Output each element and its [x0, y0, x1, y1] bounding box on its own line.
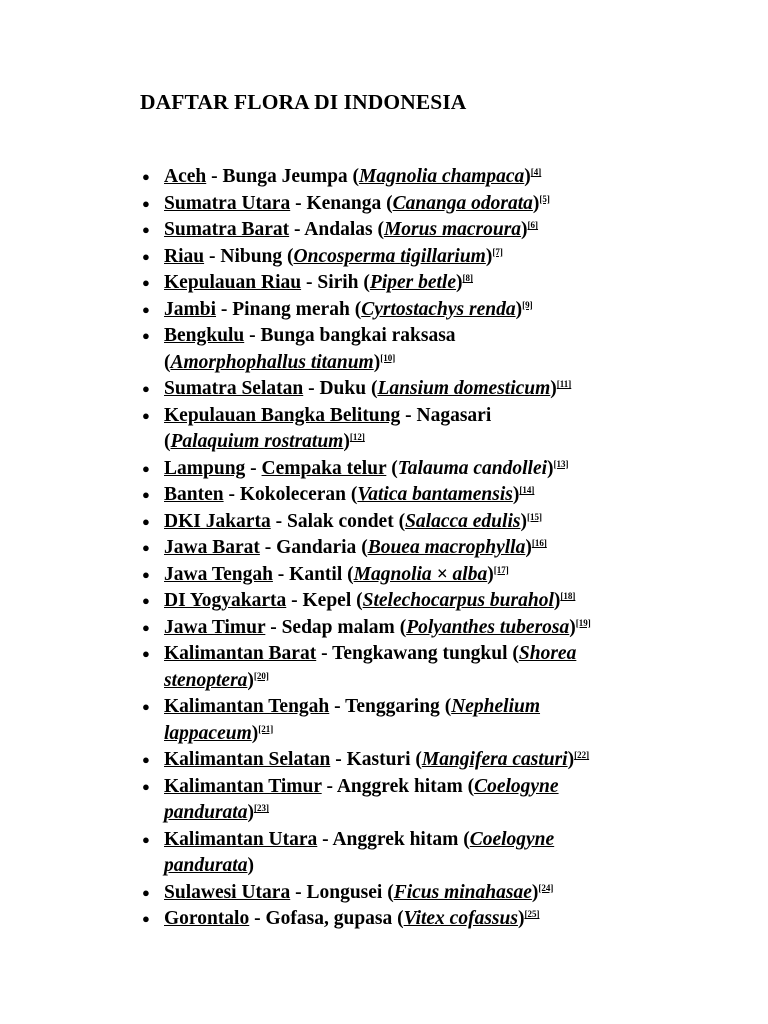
reference-link[interactable]: [19]: [575, 617, 591, 628]
species-link[interactable]: Shorea: [518, 643, 577, 664]
bullet-icon: ●: [142, 487, 150, 502]
region-link[interactable]: Jawa Barat: [164, 537, 260, 558]
region-link[interactable]: Jambi: [164, 298, 217, 320]
reference-link[interactable]: [5]: [539, 193, 550, 204]
bullet-icon: ●: [142, 460, 150, 476]
list-item: ● Riau - Nibung (Oncosperma tigillarium)[7]: [164, 244, 684, 271]
bullet-icon: ●: [142, 540, 150, 555]
list-item: ● DI Yogyakarta - Kepel (Stelechocarpus burahol)[18]: [164, 588, 684, 615]
bullet-icon: ●: [142, 407, 150, 423]
list-item: ● Sumatra Barat - Andalas (Morus macroura)[6]: [164, 217, 684, 244]
region-link[interactable]: Gorontalo: [164, 908, 250, 929]
flower-name: Gandaria: [276, 537, 357, 558]
region-link[interactable]: Kepulauan Riau: [164, 272, 302, 293]
reference-link[interactable]: [9]: [522, 299, 533, 310]
bullet-icon: ●: [142, 646, 150, 661]
bullet-icon: ●: [142, 831, 150, 847]
flower-name: Nagasari: [416, 404, 492, 426]
flower-name: Kantil: [289, 563, 343, 585]
flower-name: Duku: [319, 378, 367, 399]
reference-link[interactable]: [22]: [574, 750, 590, 760]
flower-name: Kasturi: [346, 749, 411, 770]
list-item: ● Kepulauan Bangka Belitung - Nagasari (Palaquium rostratum)[12]: [142, 404, 492, 452]
bullet-icon: ●: [142, 884, 150, 900]
flower-name: Sirih: [317, 272, 359, 293]
bullet-icon: ●: [142, 248, 150, 264]
region-link[interactable]: DI Yogyakarta: [164, 590, 287, 611]
flower-name: Sedap malam: [281, 616, 395, 638]
flower-name: Anggrek hitam: [336, 775, 463, 797]
reference-link[interactable]: [14]: [519, 485, 535, 495]
species-name: Talauma candollei: [397, 457, 548, 479]
bullet-icon: ●: [142, 195, 150, 211]
region-link[interactable]: Sumatra Utara: [164, 192, 291, 214]
bullet-icon: ●: [142, 699, 150, 714]
species-link[interactable]: Cananga odorata: [392, 192, 533, 214]
region-link[interactable]: Sulawesi Utara: [164, 881, 291, 903]
region-link[interactable]: Jawa Timur: [164, 616, 266, 638]
species-link[interactable]: Oncosperma tigillarium: [293, 245, 486, 267]
species-link[interactable]: Amorphophallus titanum: [170, 351, 374, 373]
bullet-icon: ●: [142, 593, 150, 608]
reference-link[interactable]: [6]: [527, 220, 539, 230]
bullet-icon: ●: [142, 513, 150, 529]
list-item: ● Jawa Barat - Gandaria (Bouea macrophylla)[16]: [164, 535, 684, 562]
region-link[interactable]: DKI Jakarta: [164, 510, 271, 532]
region-link[interactable]: Kalimantan Utara: [164, 828, 318, 850]
reference-link[interactable]: [17]: [493, 564, 509, 575]
flower-name: Gofasa, gupasa: [265, 908, 393, 929]
reference-link[interactable]: [12]: [349, 432, 365, 442]
reference-link[interactable]: [24]: [538, 882, 554, 893]
species-link[interactable]: Vitex cofassus: [403, 908, 518, 929]
list-item: ● Jawa Timur - Sedap malam (Polyanthes tuberosa)[19]: [164, 615, 684, 642]
region-link[interactable]: Kalimantan Timur: [164, 775, 322, 797]
list-item: ● Sumatra Utara - Kenanga (Cananga odorata)[5]: [164, 191, 684, 218]
flower-name: Anggrek hitam: [332, 828, 459, 850]
species-link[interactable]: Bouea macrophylla: [367, 537, 526, 558]
reference-link[interactable]: [21]: [258, 723, 274, 734]
bullet-icon: ●: [142, 328, 150, 343]
region-link[interactable]: Kepulauan Bangka Belitung: [164, 404, 401, 426]
species-link[interactable]: Morus macroura: [383, 219, 522, 240]
species-link[interactable]: Coelogyne: [474, 775, 559, 797]
list-item: ● Kalimantan Tengah - Tenggaring (Nephelium lappaceum)[21]: [142, 696, 541, 744]
list-item: ● Sulawesi Utara - Longusei (Ficus minahasae)[24]: [164, 880, 684, 907]
region-link[interactable]: Sumatra Selatan: [164, 378, 304, 399]
list-item: ● Aceh - Bunga Jeumpa (Magnolia champaca)[4]: [164, 164, 684, 191]
region-link[interactable]: Bengkulu: [164, 325, 245, 346]
region-link[interactable]: Riau: [164, 245, 205, 267]
flower-name: Bunga bangkai raksasa: [260, 325, 456, 346]
species-link[interactable]: Palaquium rostratum: [170, 431, 344, 452]
species-link[interactable]: Magnolia × alba: [353, 563, 488, 585]
species-link[interactable]: Piper betle: [369, 272, 456, 293]
species-link[interactable]: Lansium domesticum: [377, 378, 551, 399]
flower-name: Kokoleceran: [239, 484, 347, 505]
list-item: ● Sumatra Selatan - Duku (Lansium domesticum)[11]: [164, 376, 684, 403]
species-link[interactable]: lappaceum: [164, 722, 252, 744]
list-item: ● Jawa Tengah - Kantil (Magnolia × alba)[17]: [164, 562, 684, 589]
species-link[interactable]: Stelechocarpus burahol: [362, 590, 554, 611]
flower-name: Longusei: [306, 881, 383, 903]
list-item: ● Kepulauan Riau - Sirih (Piper betle)[8]: [164, 270, 684, 297]
region-link[interactable]: Lampung: [164, 457, 246, 479]
species-link[interactable]: pandurata: [164, 855, 248, 876]
reference-link[interactable]: [4]: [530, 167, 542, 177]
flower-name: Tengkawang tungkul: [332, 643, 508, 664]
region-link[interactable]: Kalimantan Selatan: [164, 749, 331, 770]
flora-list: [142, 164, 684, 933]
bullet-icon: ●: [142, 619, 150, 635]
species-link[interactable]: Salacca edulis: [405, 510, 521, 532]
species-link[interactable]: Magnolia champaca: [359, 166, 525, 187]
flower-name: Pinang merah: [232, 298, 350, 320]
list-item: ● Bengkulu - Bunga bangkai raksasa (Amorphophallus titanum)[10]: [142, 325, 456, 373]
bullet-icon: ●: [142, 566, 150, 582]
page-title: DAFTAR FLORA DI INDONESIA: [140, 90, 467, 114]
species-link[interactable]: Vatica bantamensis: [357, 484, 513, 505]
bullet-icon: ●: [142, 169, 150, 184]
reference-link[interactable]: [23]: [253, 803, 269, 813]
flower-name: Nibung: [220, 245, 283, 267]
list-item: ● Kalimantan Timur - Anggrek hitam (Coelogyne pandurata)[23]: [142, 775, 559, 823]
species-link[interactable]: Ficus minahasae: [393, 881, 532, 903]
flower-name: Bunga Jeumpa: [222, 166, 348, 187]
species-link[interactable]: Nephelium: [451, 696, 541, 717]
reference-link[interactable]: [10]: [380, 352, 396, 363]
reference-link[interactable]: [13]: [553, 458, 569, 469]
reference-link[interactable]: [11]: [556, 379, 572, 389]
region-link[interactable]: Kalimantan Tengah: [164, 696, 330, 717]
flower-link[interactable]: Cempaka telur: [261, 457, 387, 479]
region-link[interactable]: Sumatra Barat: [164, 219, 290, 240]
reference-link[interactable]: [15]: [526, 511, 542, 522]
species-link[interactable]: Polyanthes tuberosa: [406, 616, 570, 638]
list-item: ● Kalimantan Utara - Anggrek hitam (Coelogyne pandurata): [142, 828, 555, 876]
flower-name: Salak condet: [286, 510, 394, 532]
species-link[interactable]: stenoptera: [164, 669, 248, 691]
list-item: ● Lampung - Cempaka telur (Talauma candollei)[13]: [164, 456, 684, 483]
bullet-icon: ●: [142, 778, 150, 794]
bullet-icon: ●: [142, 752, 150, 767]
flower-name: Andalas: [304, 219, 373, 240]
list-item: ● Banten - Kokoleceran (Vatica bantamensis)[14]: [164, 482, 684, 509]
list-item: ● DKI Jakarta - Salak condet (Salacca edulis)[15]: [164, 509, 684, 536]
flower-name: Kepel: [302, 590, 352, 611]
list-item: ● Kalimantan Selatan - Kasturi (Mangifera casturi)[22]: [164, 747, 684, 774]
bullet-icon: ●: [142, 275, 150, 290]
region-link[interactable]: Kalimantan Barat: [164, 643, 317, 664]
bullet-icon: ●: [142, 911, 150, 926]
species-link[interactable]: pandurata: [164, 802, 248, 823]
species-link[interactable]: Coelogyne: [469, 828, 555, 850]
region-link[interactable]: Jawa Tengah: [164, 563, 273, 585]
region-link[interactable]: Aceh: [164, 166, 207, 187]
species-link[interactable]: Cyrtostachys renda: [361, 298, 516, 320]
reference-link[interactable]: [16]: [531, 538, 547, 548]
reference-link[interactable]: [8]: [462, 273, 473, 283]
list-item: ● Jambi - Pinang merah (Cyrtostachys renda)[9]: [164, 297, 684, 324]
species-link[interactable]: Mangifera casturi: [421, 749, 568, 770]
reference-link[interactable]: [18]: [560, 591, 576, 601]
region-link[interactable]: Banten: [164, 484, 224, 505]
flower-name: Tenggaring: [345, 696, 440, 717]
reference-link[interactable]: [7]: [492, 246, 503, 257]
bullet-icon: ●: [142, 381, 150, 396]
list-item: ● Kalimantan Barat - Tengkawang tungkul (Shorea stenoptera)[20]: [142, 643, 577, 691]
reference-link[interactable]: [20]: [253, 670, 269, 681]
reference-link[interactable]: [25]: [524, 909, 540, 919]
bullet-icon: ●: [142, 222, 150, 237]
flower-name: Kenanga: [306, 192, 382, 214]
bullet-icon: ●: [142, 301, 150, 317]
list-item: ● Gorontalo - Gofasa, gupasa (Vitex cofassus)[25]: [164, 906, 684, 933]
